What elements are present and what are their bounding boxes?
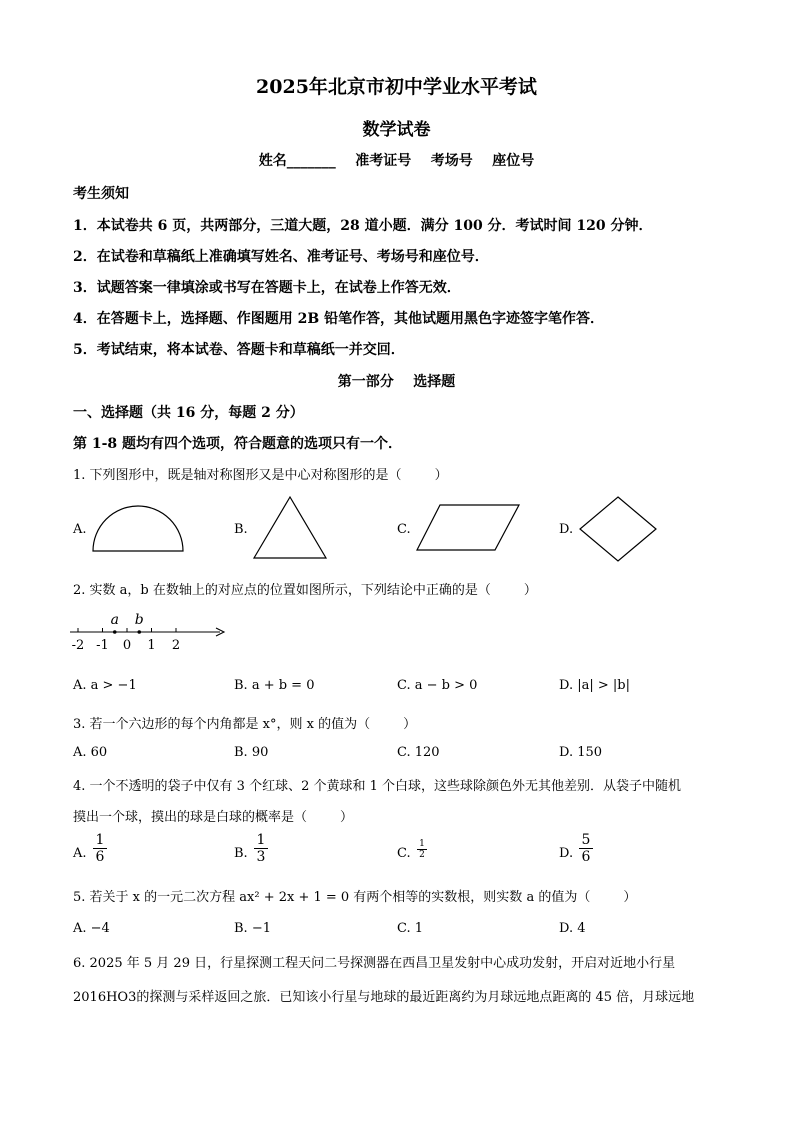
parallelogram-shape (416, 504, 520, 551)
number-line-tick-label: -1 (96, 638, 109, 653)
q4-option-a-label: A. (73, 846, 87, 861)
candidate-info-line: 姓名_______ 准考证号 考场号 座位号 (258, 153, 535, 169)
fraction-numerator: 1 (95, 832, 105, 848)
q5-option-d: D. 4 (559, 921, 586, 936)
section-instruction: 第 1-8 题均有四个选项，符合题意的选项只有一个． (73, 436, 403, 452)
q5-option-b: B. −1 (234, 921, 271, 936)
q4-option-c-label: C. (397, 846, 411, 861)
notice-item-3: 3．试题答案一律填涂或书写在答题卡上，在试卷上作答无效． (73, 280, 461, 296)
q3-option-b: B. 90 (234, 745, 269, 760)
q2-option-d: D. |a| > |b| (559, 678, 630, 693)
q5-option-a: A. −4 (73, 921, 110, 936)
q4-option-d-label: D. (559, 846, 574, 861)
fraction-numerator: 1 (419, 839, 425, 849)
section-heading: 一、选择题（共 16 分，每题 2 分） (73, 405, 304, 421)
number-line-tick-label: 0 (122, 638, 132, 653)
q2-option-b: B. a + b = 0 (234, 678, 315, 693)
fraction-numerator: 5 (581, 832, 591, 848)
q1-stem: 1. 下列图形中，既是轴对称图形又是中心对称图形的是（ ） (73, 468, 448, 483)
q4-stem-line2: 摸出一个球，摸出的球是白球的概率是（ ） (73, 810, 354, 825)
q2-option-c: C. a − b > 0 (397, 678, 478, 693)
number-line (70, 610, 230, 655)
point-a-label: a (110, 612, 119, 628)
q1-option-a-label: A. (73, 522, 87, 537)
q5-stem: 5. 若关于 x 的一元二次方程 ax² + 2x + 1 = 0 有两个相等的实数根，则实数 a 的值为（ ） (73, 890, 637, 905)
q6-line2: 2016HO3的探测与采样返回之旅．已知该小行星与地球的最近距离约为月球远地点距离的 45 倍，月球远地 (73, 990, 695, 1005)
point-a-dot (113, 630, 117, 634)
rhombus-shape (579, 496, 657, 562)
q1-option-b-label: B. (234, 522, 248, 537)
q1-option-d-label: D. (559, 522, 574, 537)
page-subtitle: 数学试卷 (362, 120, 431, 140)
q6-line1: 6. 2025 年 5 月 29 日，行星探测工程天问二号探测器在西昌卫星发射中心成功发射，开启对近地小行星 (73, 956, 676, 971)
semicircle-shape (92, 506, 184, 552)
q3-option-a: A. 60 (73, 745, 108, 760)
fraction-denominator: 6 (93, 848, 107, 865)
q4-option-a-fraction (93, 832, 107, 865)
triangle-shape (253, 496, 327, 559)
point-b-dot (137, 630, 141, 634)
number-line-tick-label: 1 (147, 638, 156, 653)
notice-item-5: 5．考试结束，将本试卷、答题卡和草稿纸一并交回． (73, 342, 405, 358)
fraction-denominator: 2 (417, 849, 427, 860)
q4-option-c-fraction (417, 839, 427, 860)
q3-stem: 3. 若一个六边形的每个内角都是 x°，则 x 的值为（ ） (73, 717, 417, 732)
q2-option-a: A. a > −1 (73, 678, 137, 693)
point-b-label: b (134, 612, 144, 628)
q3-option-c: C. 120 (397, 745, 440, 760)
part1-heading: 第一部分 选择题 (337, 374, 456, 390)
q4-option-b-fraction (254, 832, 268, 865)
q4-option-b-label: B. (234, 846, 248, 861)
notice-item-1: 1．本试卷共 6 页，共两部分，三道大题，28 道小题．满分 100 分．考试时间 120 分钟． (73, 218, 653, 234)
notice-heading: 考生须知 (73, 186, 129, 202)
q5-option-c: C. 1 (397, 921, 424, 936)
q4-option-d-fraction (579, 832, 593, 865)
q1-option-c-label: C. (397, 522, 411, 537)
q4-stem-line1: 4. 一个不透明的袋子中仅有 3 个红球、2 个黄球和 1 个白球，这些球除颜色外无其他差别．从袋子中随机 (73, 779, 682, 794)
q3-option-d: D. 150 (559, 745, 603, 760)
notice-item-4: 4．在答题卡上，选择题、作图题用 2B 铅笔作答，其他试题用黑色字迹签字笔作答． (73, 311, 605, 327)
page-title: 2025年北京市初中学业水平考试 (256, 76, 537, 98)
q2-stem: 2. 实数 a，b 在数轴上的对应点的位置如图所示，下列结论中正确的是（ ） (73, 583, 537, 598)
number-line-tick-label: 2 (171, 638, 181, 653)
fraction-denominator: 6 (579, 848, 593, 865)
fraction-denominator: 3 (254, 848, 268, 865)
fraction-numerator: 1 (256, 832, 266, 848)
notice-item-2: 2．在试卷和草稿纸上准确填写姓名、准考证号、考场号和座位号． (73, 249, 489, 265)
number-line-tick-label: -2 (71, 638, 85, 653)
